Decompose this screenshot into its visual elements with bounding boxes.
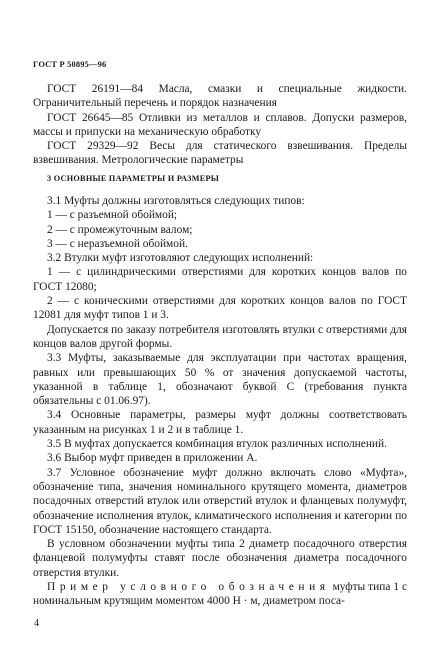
allowance-paragraph: Допускается по заказу потребителя изготовлять втулки с отверстиями для концов валов другой формы. — [33, 323, 407, 350]
type-item: 1 — с разъемной обоймой; — [47, 209, 178, 222]
reference-item: ГОСТ 29329—92 Весы для статического взвешивания. Пределы взвешивания. Метрологические параметры — [33, 140, 407, 167]
example-paragraph — [33, 580, 407, 609]
section-title: 3 ОСНОВНЫЕ ПАРАМЕТРЫ И РАЗМЕРЫ — [47, 174, 220, 183]
type2-paragraph: В условном обозначении муфты типа 2 диаметр посадочного отверстия фланцевой полумуфты ставят после обозначения диаметра посадочного отверстия втулки. — [33, 538, 407, 579]
clause-3-6: 3.6 Выбор муфт приведен в приложении А. — [47, 452, 258, 465]
reference-item: ГОСТ 26645—85 Отливки из металлов и сплавов. Допуски размеров, массы и припуски на механическую обработку — [33, 111, 407, 138]
clause-3-5: 3.5 В муфтах допускается комбинация втулок различных исполнений. — [47, 438, 387, 451]
page-number: 4 — [34, 618, 39, 629]
document-header: ГОСТ Р 50895—96 — [33, 60, 107, 69]
clause-3-2: 3.2 Втулки муфт изготовляют следующих исполнений: — [47, 252, 314, 265]
clause-3-1: 3.1 Муфты должны изготовляться следующих типов: — [47, 195, 305, 207]
clause-3-3: 3.3 Муфты, заказываемые для эксплуатации при частотах вращения, равных или превышающих 50 % от значения допускаемой частоты, указанной в таблице 1, обозначают буквой С (требования пункта обязательны с 01.06.97). — [33, 352, 407, 408]
version-item: 1 — с цилиндрическими отверстиями для коротких концов валов по ГОСТ 12080; — [33, 266, 407, 293]
type-item: 2 — с промежуточным валом; — [47, 223, 193, 236]
section-body — [33, 194, 407, 609]
clause-3-7: 3.7 Условное обозначение муфт должно включать слово «Муфта», обозначение типа, значения номинального крутящего момента, диаметров посадочных отверстий втулок или отверстий втулок и фланцевых полумуфт, обозначение исполнения втулок, климатического исполнения и категории по ГОСТ 15150, обозначение настоящего стандарта. — [33, 466, 407, 536]
version-item: 2 — с коническими отверстиями для коротких концов валов по ГОСТ 12081 для муфт типов 1 и 3. — [33, 295, 407, 322]
example-label: Пример условного обозначения — [47, 581, 330, 594]
reference-item: ГОСТ 26191—84 Масла, смазки и специальные жидкости. Ограничительный перечень и порядок назначения — [33, 83, 407, 110]
references-block — [33, 82, 407, 168]
example-text: муфты типа 1 с номинальным крутящим моментом 4000 Н · м, диаметром поса- — [33, 581, 408, 608]
clause-3-4: 3.4 Основные параметры, размеры муфт должны соответствовать указанным на рисунках 1 и 2 и в таблице 1. — [33, 409, 407, 436]
type-item: 3 — с неразъемной обоймой. — [47, 237, 188, 250]
